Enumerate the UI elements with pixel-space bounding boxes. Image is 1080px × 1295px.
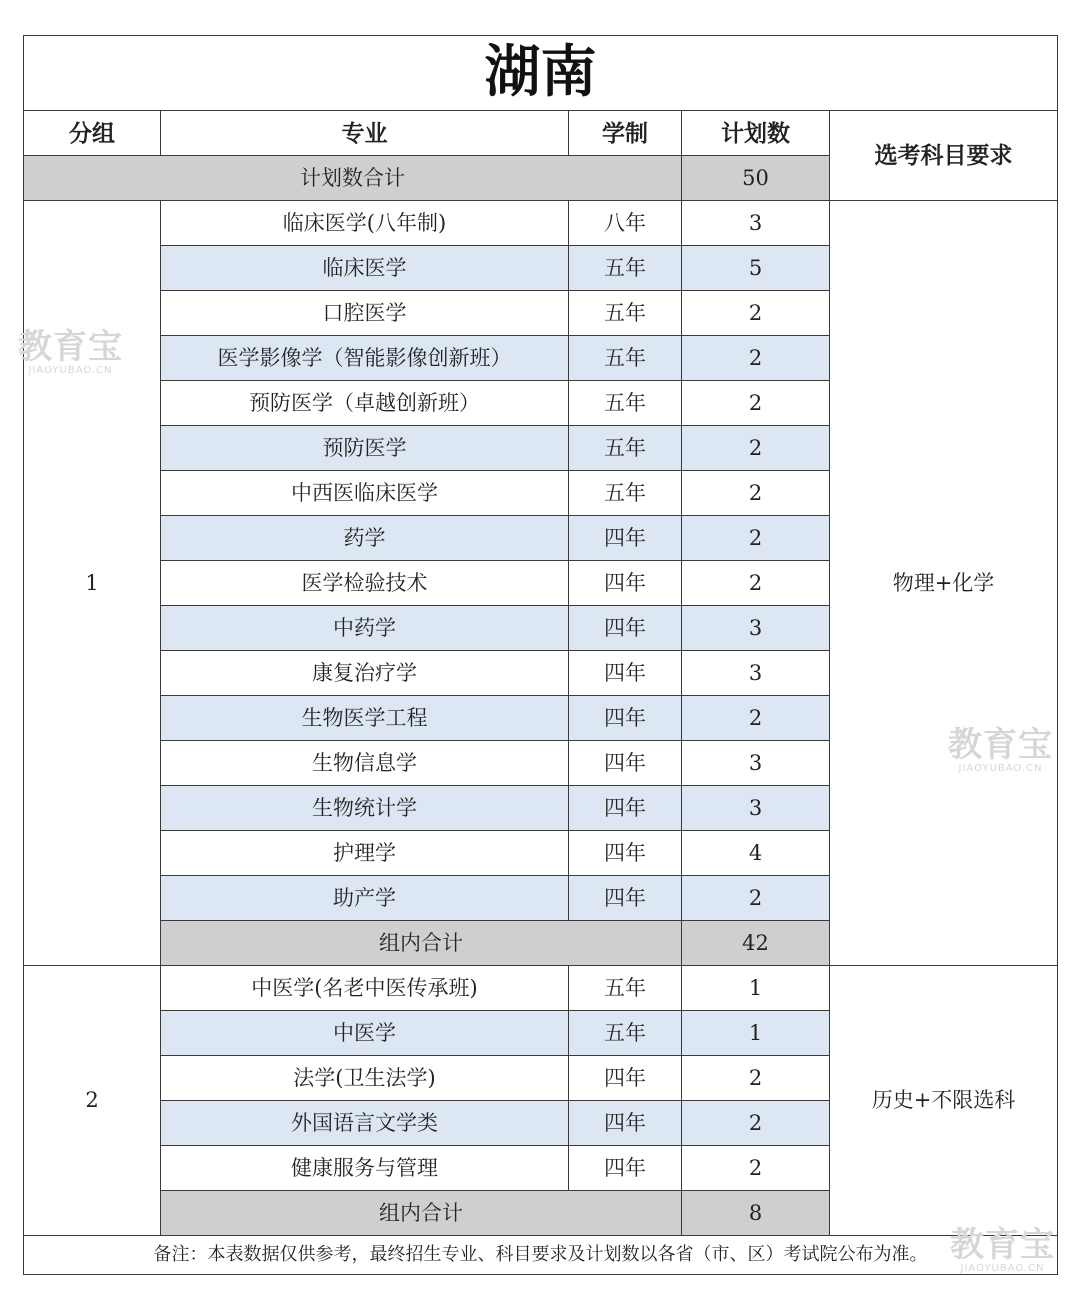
requirement-cell: 历史+不限选科 <box>830 966 1058 1236</box>
major-cell: 外国语言文学类 <box>161 1101 569 1146</box>
duration-cell: 四年 <box>569 606 682 651</box>
major-cell: 中西医临床医学 <box>161 471 569 516</box>
plan-cell: 2 <box>682 1056 830 1101</box>
major-cell: 临床医学(八年制) <box>161 201 569 246</box>
major-cell: 中药学 <box>161 606 569 651</box>
duration-cell: 五年 <box>569 1011 682 1056</box>
duration-cell: 四年 <box>569 1056 682 1101</box>
duration-cell: 八年 <box>569 201 682 246</box>
subtotal-label: 组内合计 <box>161 921 682 966</box>
plan-cell: 5 <box>682 246 830 291</box>
duration-cell: 五年 <box>569 966 682 1011</box>
plan-cell: 2 <box>682 561 830 606</box>
major-cell: 医学检验技术 <box>161 561 569 606</box>
footnote: 备注：本表数据仅供参考，最终招生专业、科目要求及计划数以各省（市、区）考试院公布为准。 <box>24 1236 1058 1275</box>
plan-cell: 3 <box>682 201 830 246</box>
duration-cell: 五年 <box>569 336 682 381</box>
plan-cell: 2 <box>682 516 830 561</box>
plan-cell: 1 <box>682 1011 830 1056</box>
duration-cell: 四年 <box>569 741 682 786</box>
plan-cell: 3 <box>682 741 830 786</box>
duration-cell: 五年 <box>569 471 682 516</box>
plan-cell: 3 <box>682 786 830 831</box>
major-cell: 中医学(名老中医传承班) <box>161 966 569 1011</box>
subtotal-label: 组内合计 <box>161 1191 682 1236</box>
admission-plan-table <box>23 35 1058 1275</box>
major-cell: 临床医学 <box>161 246 569 291</box>
major-cell: 法学(卫生法学) <box>161 1056 569 1101</box>
plan-cell: 2 <box>682 426 830 471</box>
group-number: 2 <box>24 966 161 1236</box>
watermark-logo: 教育宝 JIAOYUBAO.CN <box>948 725 1053 774</box>
total-value: 50 <box>682 156 830 201</box>
major-cell: 药学 <box>161 516 569 561</box>
group-number: 1 <box>24 201 161 966</box>
major-cell: 生物医学工程 <box>161 696 569 741</box>
requirement-cell: 物理+化学 <box>830 201 1058 966</box>
duration-cell: 四年 <box>569 1146 682 1191</box>
plan-cell: 3 <box>682 651 830 696</box>
duration-cell: 五年 <box>569 426 682 471</box>
major-cell: 助产学 <box>161 876 569 921</box>
table-row <box>24 966 1058 1011</box>
duration-cell: 四年 <box>569 786 682 831</box>
header-group: 分组 <box>24 111 161 156</box>
major-cell: 中医学 <box>161 1011 569 1056</box>
major-cell: 护理学 <box>161 831 569 876</box>
major-cell: 健康服务与管理 <box>161 1146 569 1191</box>
plan-cell: 2 <box>682 1146 830 1191</box>
plan-cell: 2 <box>682 696 830 741</box>
duration-cell: 五年 <box>569 246 682 291</box>
table-row <box>24 201 1058 246</box>
subtotal-value: 8 <box>682 1191 830 1236</box>
duration-cell: 四年 <box>569 651 682 696</box>
duration-cell: 四年 <box>569 561 682 606</box>
duration-cell: 四年 <box>569 1101 682 1146</box>
plan-cell: 2 <box>682 381 830 426</box>
plan-cell: 2 <box>682 336 830 381</box>
header-duration: 学制 <box>569 111 682 156</box>
major-cell: 口腔医学 <box>161 291 569 336</box>
header-plan: 计划数 <box>682 111 830 156</box>
major-cell: 生物信息学 <box>161 741 569 786</box>
header-major: 专业 <box>161 111 569 156</box>
duration-cell: 四年 <box>569 876 682 921</box>
major-cell: 生物统计学 <box>161 786 569 831</box>
plan-cell: 2 <box>682 1101 830 1146</box>
header-requirement: 选考科目要求 <box>830 111 1058 201</box>
major-cell: 预防医学 <box>161 426 569 471</box>
major-cell: 医学影像学（智能影像创新班） <box>161 336 569 381</box>
plan-cell: 3 <box>682 606 830 651</box>
watermark-logo: 教育宝 JIAOYUBAO.CN <box>950 1225 1055 1274</box>
duration-cell: 四年 <box>569 831 682 876</box>
plan-cell: 4 <box>682 831 830 876</box>
total-label: 计划数合计 <box>24 156 682 201</box>
watermark-logo: 教育宝 JIAOYUBAO.CN <box>18 327 123 376</box>
duration-cell: 四年 <box>569 516 682 561</box>
table-title: 湖南 <box>24 36 1058 111</box>
plan-cell: 2 <box>682 876 830 921</box>
subtotal-value: 42 <box>682 921 830 966</box>
duration-cell: 五年 <box>569 381 682 426</box>
duration-cell: 四年 <box>569 696 682 741</box>
plan-cell: 2 <box>682 291 830 336</box>
major-cell: 预防医学（卓越创新班） <box>161 381 569 426</box>
plan-cell: 2 <box>682 471 830 516</box>
major-cell: 康复治疗学 <box>161 651 569 696</box>
plan-cell: 1 <box>682 966 830 1011</box>
duration-cell: 五年 <box>569 291 682 336</box>
note-row <box>24 1236 1058 1275</box>
